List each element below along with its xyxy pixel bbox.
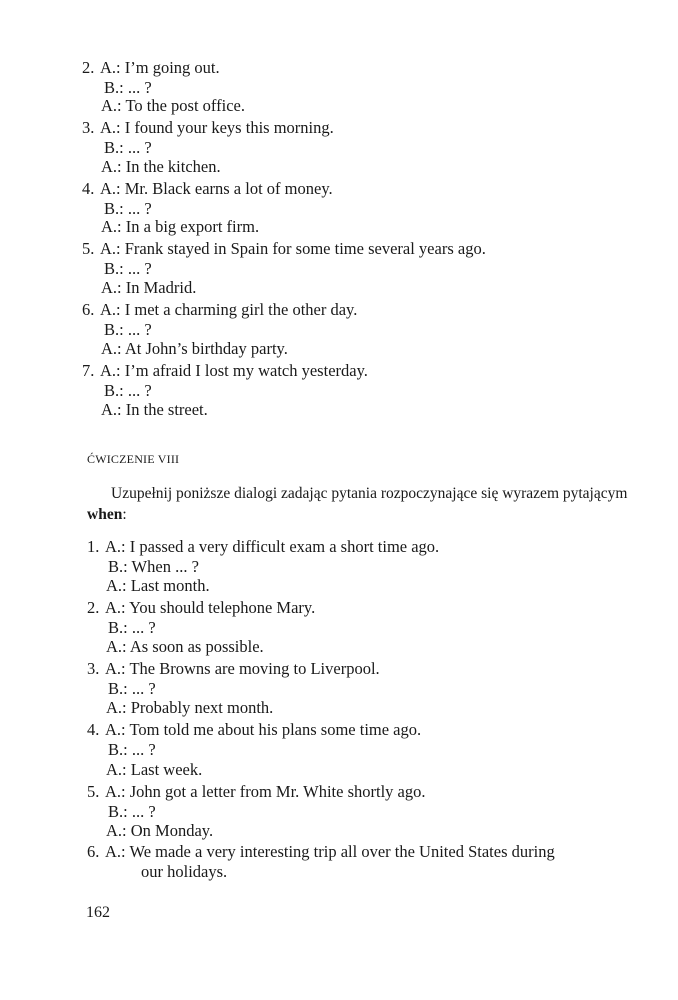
speaker-b-line: B.: ... ? xyxy=(104,199,152,218)
item-number: 7. xyxy=(82,361,95,380)
speaker-b-line: B.: ... ? xyxy=(104,259,152,278)
dialogue-line xyxy=(82,239,486,259)
speaker-a-answer: A.: Last month. xyxy=(106,576,210,595)
item-number: 6. xyxy=(87,842,100,861)
speaker-a-line-continuation: our holidays. xyxy=(141,862,228,881)
dialogue-line xyxy=(82,361,368,381)
speaker-a-line: A.: The Browns are moving to Liverpool. xyxy=(105,659,380,678)
dialogue-line xyxy=(87,659,380,679)
speaker-b-line: B.: ... ? xyxy=(108,618,156,637)
instruction-colon: : xyxy=(122,506,127,523)
dialogue-line xyxy=(82,179,333,199)
dialogue-line xyxy=(87,842,555,862)
speaker-b-line: B.: ... ? xyxy=(108,740,156,759)
speaker-a-answer: A.: Last week. xyxy=(106,760,203,779)
exercise-heading: ĆWICZENIE VIII xyxy=(87,452,180,466)
instruction-text: Uzupełnij poniższe dialogi zadając pytania rozpoczynające się wyrazem pytającym xyxy=(111,485,628,502)
item-number: 6. xyxy=(82,300,95,319)
speaker-b-line: B.: When ... ? xyxy=(108,557,199,576)
speaker-a-answer: A.: To the post office. xyxy=(101,96,245,115)
speaker-a-line: A.: I found your keys this morning. xyxy=(100,118,334,137)
item-number: 4. xyxy=(87,720,100,739)
speaker-b-line: B.: ... ? xyxy=(104,78,152,97)
speaker-a-answer: A.: As soon as possible. xyxy=(106,637,264,656)
speaker-a-line: A.: We made a very interesting trip all over the United States during xyxy=(105,842,555,861)
item-number: 3. xyxy=(82,118,95,137)
speaker-a-line: A.: I met a charming girl the other day. xyxy=(100,300,358,319)
item-number: 5. xyxy=(82,239,95,258)
speaker-a-line: A.: I passed a very difficult exam a short time ago. xyxy=(105,537,440,556)
speaker-a-line: A.: Tom told me about his plans some time ago. xyxy=(105,720,422,739)
speaker-a-answer: A.: On Monday. xyxy=(106,821,214,840)
dialogue-line xyxy=(87,720,421,740)
dialogue-line xyxy=(82,58,220,78)
exercise-instruction xyxy=(87,483,633,525)
speaker-a-line: A.: John got a letter from Mr. White shortly ago. xyxy=(105,782,426,801)
speaker-a-answer: A.: In a big export firm. xyxy=(101,217,260,236)
page-number: 162 xyxy=(86,904,110,921)
speaker-a-line: A.: Mr. Black earns a lot of money. xyxy=(100,179,333,198)
speaker-a-answer: A.: Probably next month. xyxy=(106,698,274,717)
speaker-a-line: A.: I’m going out. xyxy=(100,58,220,77)
item-number: 5. xyxy=(87,782,100,801)
speaker-a-line: A.: You should telephone Mary. xyxy=(105,598,316,617)
dialogue-line xyxy=(82,300,357,320)
speaker-a-line: A.: Frank stayed in Spain for some time several years ago. xyxy=(100,239,486,258)
speaker-a-answer: A.: In the kitchen. xyxy=(101,157,221,176)
speaker-b-line: B.: ... ? xyxy=(104,320,152,339)
speaker-b-line: B.: ... ? xyxy=(108,802,156,821)
dialogue-line xyxy=(82,118,334,138)
speaker-b-line: B.: ... ? xyxy=(104,381,152,400)
item-number: 1. xyxy=(87,537,100,556)
speaker-a-line: A.: I’m afraid I lost my watch yesterday. xyxy=(100,361,368,380)
item-number: 2. xyxy=(87,598,100,617)
dialogue-line xyxy=(87,537,439,557)
item-number: 2. xyxy=(82,58,95,77)
dialogue-line xyxy=(87,598,315,618)
speaker-a-answer: A.: In Madrid. xyxy=(101,278,197,297)
speaker-a-answer: A.: In the street. xyxy=(101,400,208,419)
instruction-keyword: when xyxy=(87,506,123,523)
speaker-a-answer: A.: At John’s birthday party. xyxy=(101,339,288,358)
item-number: 4. xyxy=(82,179,95,198)
speaker-b-line: B.: ... ? xyxy=(104,138,152,157)
speaker-b-line: B.: ... ? xyxy=(108,679,156,698)
dialogue-line xyxy=(87,782,425,802)
item-number: 3. xyxy=(87,659,100,678)
